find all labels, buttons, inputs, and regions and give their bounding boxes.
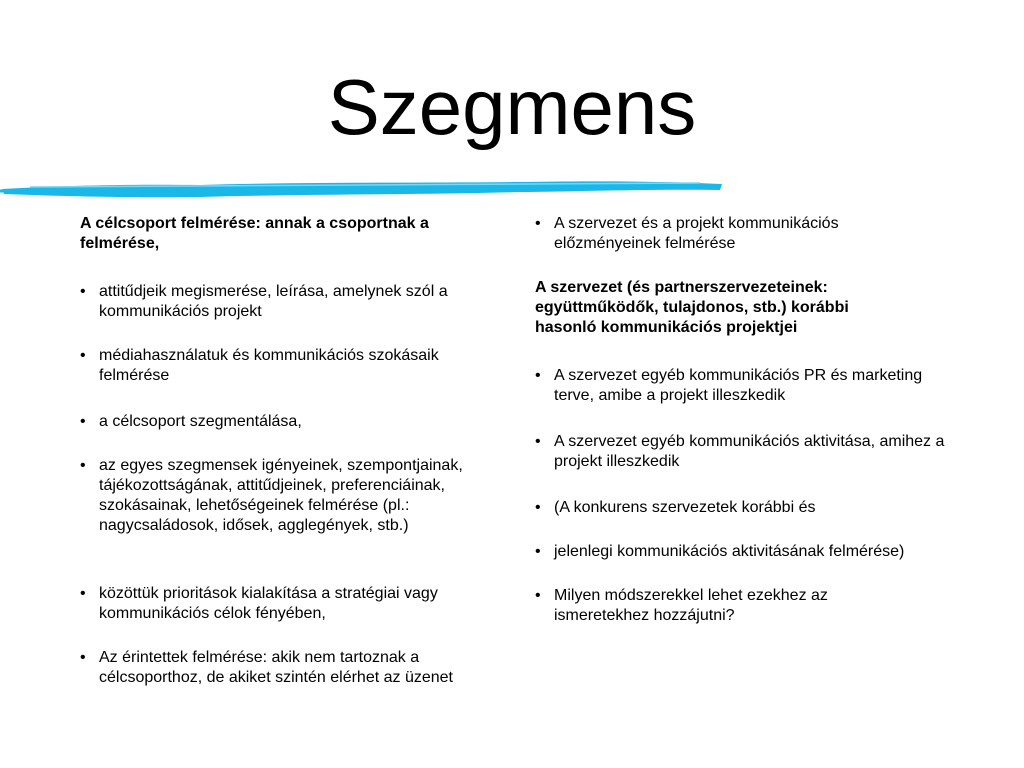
left-bullet-2	[80, 346, 499, 386]
bullet-glyph: •	[535, 587, 541, 604]
right-bullet-text: (A konkurens szervezetek korábbi és	[554, 499, 816, 516]
bullet-glyph: •	[80, 649, 86, 666]
left-bullet-text: attitűdjeik megismerése, leírása, amelynek szól a kommunikációs projekt	[99, 283, 448, 320]
left-bullet-text: közöttük prioritások kialakítása a stratégiai vagy kommunikációs célok fényében,	[99, 585, 438, 622]
right-bullet-text: jelenlegi kommunikációs aktivitásának felmérése)	[554, 543, 905, 560]
bullet-glyph: •	[535, 215, 541, 232]
left-bullet-text: az egyes szegmensek igényeinek, szempontjainak, tájékozottságának, attitűdjeinek, preferenciáinak, szokásainak, lehetőségeinek felmérése (pl.: nagycsaládosok, idősek, agglegények, stb.)	[99, 457, 463, 534]
right-bullet-text: Milyen módszerekkel lehet ezekhez az ismeretekhez hozzájutni?	[554, 587, 828, 624]
right-top-bullet	[535, 214, 914, 254]
right-bullet-text: A szervezet egyéb kommunikációs aktivitása, amihez a projekt illeszkedik	[554, 433, 945, 470]
bullet-glyph: •	[80, 347, 86, 364]
left-bullet-3	[80, 412, 504, 432]
left-bullet-text: a célcsoport szegmentálása,	[99, 413, 302, 430]
bullet-glyph: •	[535, 499, 541, 516]
left-bullet-6	[80, 648, 509, 688]
bullet-glyph: •	[535, 433, 541, 450]
left-heading: A célcsoport felmérése: annak a csoportnak a felmérése,	[80, 215, 429, 252]
right-heading: A szervezet (és partnerszervezeteinek: együttműködők, tulajdonos, stb.) korábbi hasonló kommunikációs projektjei	[535, 279, 849, 336]
bullet-glyph: •	[80, 585, 86, 602]
bullet-glyph: •	[535, 367, 541, 384]
bullet-glyph: •	[80, 283, 86, 300]
right-bullet-5	[535, 586, 894, 626]
right-bullet-2	[535, 432, 954, 472]
right-top-bullet-text: A szervezet és a projekt kommunikációs előzményeinek felmérése	[554, 215, 839, 252]
left-bullet-1	[80, 282, 504, 322]
left-bullet-5	[80, 584, 504, 624]
left-bullet-text: Az érintettek felmérése: akik nem tartoznak a célcsoporthoz, de akiket szintén elérhet az üzenet	[99, 649, 453, 686]
right-bullet-3	[535, 498, 974, 518]
left-bullet-text: médiahasználatuk és kommunikációs szokásaik felmérése	[99, 347, 439, 384]
bullet-glyph: •	[535, 543, 541, 560]
right-bullet-1	[535, 366, 934, 406]
right-bullet-4	[535, 542, 974, 562]
left-bullet-4	[80, 456, 504, 536]
decorative-brush-stroke	[0, 176, 724, 202]
right-bullet-text: A szervezet egyéb kommunikációs PR és marketing terve, amibe a projekt illeszkedik	[554, 367, 923, 404]
bullet-glyph: •	[80, 413, 86, 430]
slide-title: Szegmens	[327, 63, 697, 151]
bullet-glyph: •	[80, 457, 86, 474]
